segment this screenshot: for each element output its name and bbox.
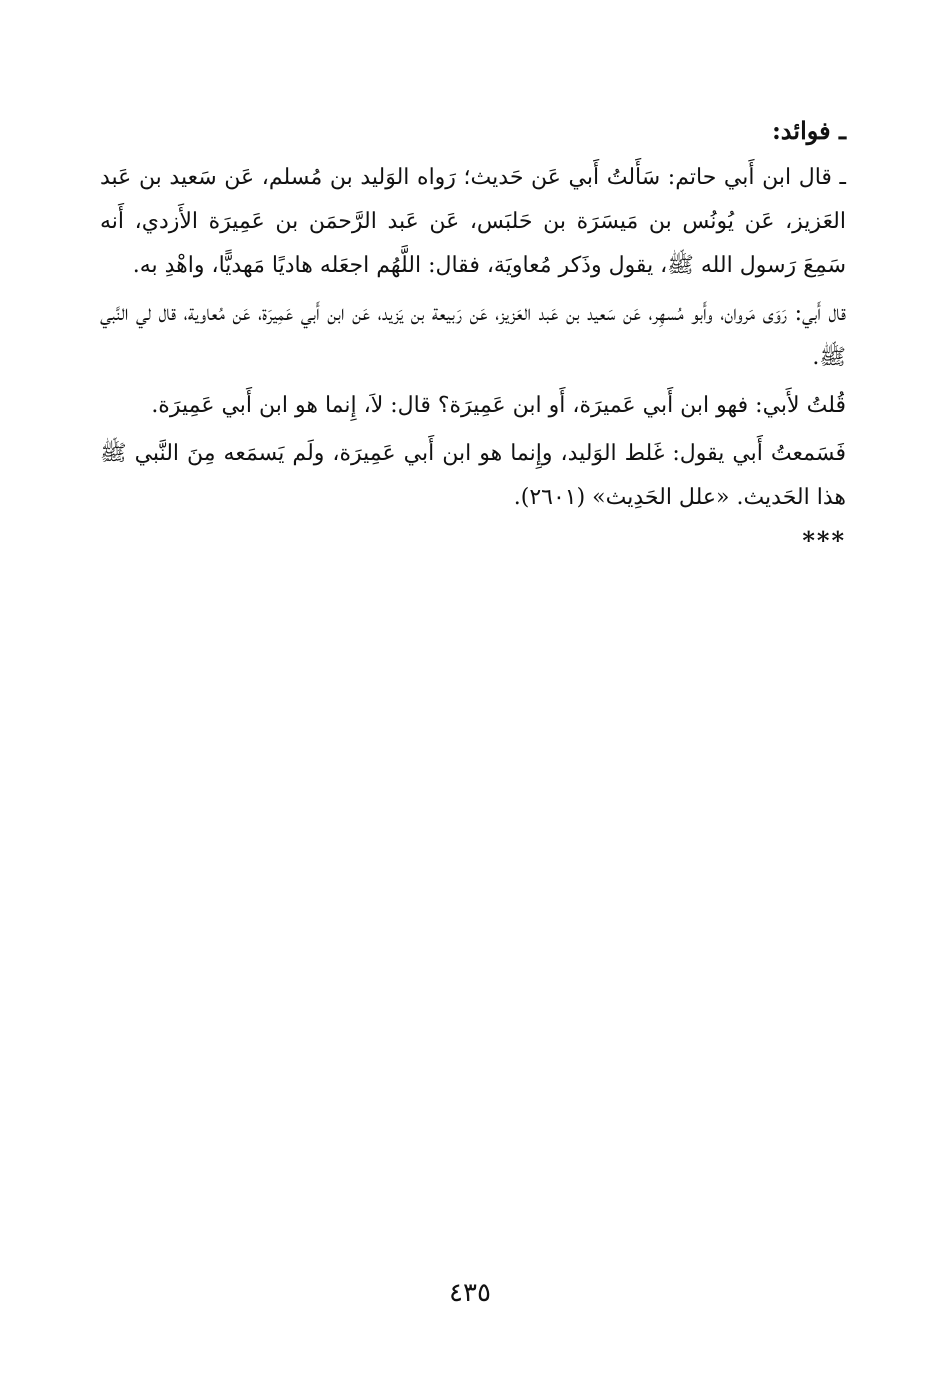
page-content xyxy=(100,112,846,555)
section-separator: *** xyxy=(802,526,846,555)
page-number: ٤٣٥ xyxy=(449,1278,491,1308)
paragraph-3: قُلتُ لأَبي: فهو ابن أَبي عَميرَة، أَو ابن عَمِيرَة؟ قال: لاَ، إِنما هو ابن أَبي عَمِيرَة. xyxy=(151,393,846,418)
paragraph-2: قال أَبي: رَوَى مَروان، وأَبو مُسهِر، عَن سَعيد بن عَبد العَزيز، عَن رَبيعة بن يَزيد، عَن ابن أَبي عَمِيرَة، عَن مُعاوية، قال لي النَّبي ﷺ. xyxy=(100,301,846,370)
paragraph-4: فَسَمعتُ أَبي يقول: غَلط الوَليد، وإِنما هو ابن أَبي عَمِيرَة، ولَم يَسمَعه مِنَ النَّبي ﷺ هذا الحَديث. «علل الحَدِيث» (٢٦٠١). xyxy=(100,441,847,510)
section-heading: ـ فوائد: xyxy=(771,116,846,145)
paragraph-1: ـ قال ابن أَبي حاتم: سَأَلتُ أَبي عَن حَديث؛ رَواه الوَليد بن مُسلم، عَن سَعيد بن عَبد العَزيز، عَن يُونُس بن مَيسَرَة بن حَلبَس، عَن عَبد الرَّحمَن بن عَمِيرَة الأَزدي، أَنه سَمِعَ رَسول الله ﷺ، يقول وذَكر مُعاويَة، فقال: اللَّهُم اجعَله هاديًا مَهديًّا، واهْدِ به. xyxy=(100,165,846,278)
